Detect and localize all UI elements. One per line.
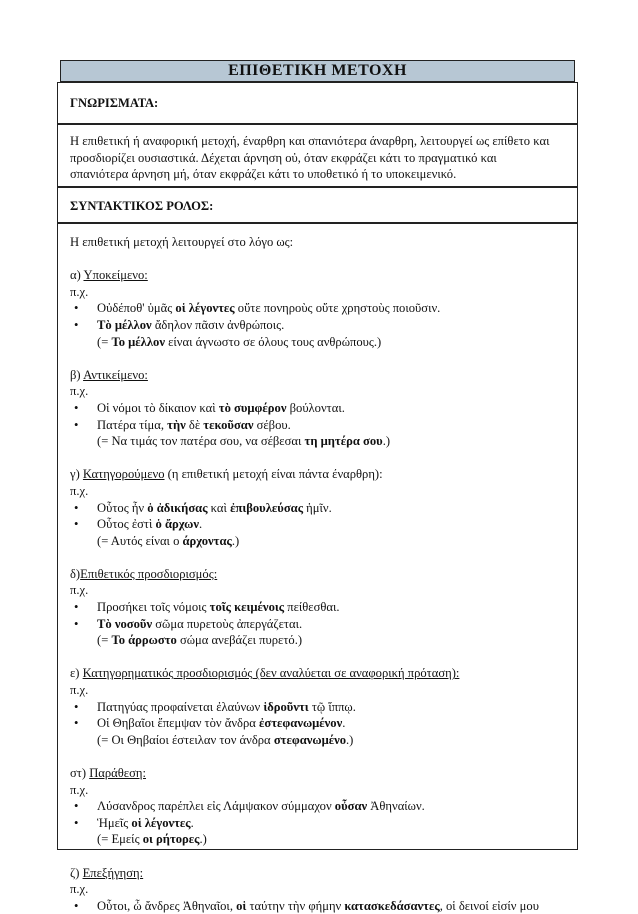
example-item: • Οὗτος ἦν ὁ ἀδικήσας καὶ ἐπιβουλεύσας ἡμῖν. <box>74 500 332 515</box>
syntax-intro: Η επιθετική μετοχή λειτουργεί στο λόγο ως: <box>70 235 294 249</box>
bullet-icon: • <box>74 699 79 714</box>
example-item: • Ἡμεῖς οἱ λέγοντες. <box>74 815 194 830</box>
syntax-heading-box <box>57 187 578 223</box>
features-line: Η επιθετική ή αναφορική μετοχή, έναρθρη και σπανιότερα άναρθρη, λειτουργεί ως επίθετο και <box>70 134 550 148</box>
bullet-icon: • <box>74 517 79 532</box>
example-item: • Οὗτος ἐστὶ ὁ ἄρχων. <box>74 517 203 532</box>
example-translation: (= Αυτός είναι ο άρχοντας.) <box>97 533 240 548</box>
syntax-heading: ΣΥΝΤΑΚΤΙΚΟΣ ΡΟΛΟΣ: <box>70 199 214 213</box>
features-heading-box <box>57 82 578 124</box>
example-translation: (= Να τιμάς τον πατέρα σου, να σέβεσαι τη μητέρα σου.) <box>97 434 391 449</box>
bullet-icon: • <box>74 301 79 316</box>
bullet-icon: • <box>74 815 79 830</box>
example-item: • Οὗτοι, ὦ ἄνδρες Ἀθηναῖοι, οἱ ταύτην τὴν φήμην κατασκεδάσαντες, οἱ δεινοί εἰσίν μου <box>74 898 539 913</box>
example-item: • Πατέρα τίμα, τὴν δὲ τεκοῦσαν σέβου. <box>74 417 291 432</box>
subsection-predicative-title: ε) Κατηγορηματικός προσδιορισμός (δεν αναλύεται σε αναφορική πρόταση): <box>70 666 460 681</box>
bullet-icon: • <box>74 799 79 814</box>
example-translation: (= Οι Θηβαίοι έστειλαν τον άνδρα στεφανωμένο.) <box>97 732 354 747</box>
features-heading: ΓΝΩΡΙΣΜΑΤΑ: <box>70 96 159 110</box>
example-item: • Οἱ νόμοι τὸ δίκαιον καὶ τὸ συμφέρον βούλονται. <box>74 400 345 415</box>
example-item: • Πατηγύας προφαίνεται ἐλαύνων ἱδροῦντι τῷ ἵππῳ. <box>74 699 356 714</box>
example-label: π.χ. <box>70 683 89 698</box>
bullet-icon: • <box>74 716 79 731</box>
bullet-icon: • <box>74 400 79 415</box>
example-item: • Τὸ μέλλον ἄδηλον πᾶσιν ἀνθρώποις. <box>74 317 285 332</box>
example-label: π.χ. <box>70 583 89 598</box>
example-item: • Τὸ νοσοῦν σῶμα πυρετοὺς ἀπεργάζεται. <box>74 616 303 631</box>
subsection-apposition-title: στ) Παράθεση: <box>70 766 146 780</box>
subsection-attributive-title: δ)Επιθετικός προσδιορισμός: <box>70 566 218 581</box>
features-line: προσδιορίζει ουσιαστικά. Δέχεται άρνηση οὐ, όταν εκφράζει κάτι το πραγματικό και <box>70 150 497 165</box>
subsection-predicate-title: γ) Κατηγορούμενο (η επιθετική μετοχή είναι πάντα έναρθρη): <box>70 467 383 482</box>
features-line: σπανιότερα άρνηση μή, όταν εκφράζει κάτι το υποθετικό ή το υποκειμενικό. <box>70 167 457 182</box>
bullet-icon: • <box>74 616 79 631</box>
example-item: • Οὐδέποθ' ὑμᾶς οἱ λέγοντες οὔτε πονηροὺς οὔτε χρηστοὺς ποιοῦσιν. <box>74 301 441 316</box>
example-item: • Λύσανδρος παρέπλει εἰς Λάμψακον σύμμαχον οὖσαν Ἀθηναίων. <box>74 799 425 814</box>
page-title: ΕΠΙΘΕΤΙΚΗ ΜΕΤΟΧΗ <box>60 60 575 82</box>
subsection-object-title: β) Αντικείμενο: <box>70 367 148 382</box>
example-label: π.χ. <box>70 284 89 299</box>
bullet-icon: • <box>74 317 79 332</box>
example-translation: (= Εμείς οι ρήτορες.) <box>97 832 207 847</box>
features-text <box>70 125 565 183</box>
example-translation: (= Το μέλλον είναι άγνωστο σε όλους τους ανθρώπους.) <box>97 334 382 349</box>
example-item: • Οἱ Θηβαῖοι ἔπεμψαν τὸν ἄνδρα ἐστεφανωμένον. <box>74 716 346 731</box>
bullet-icon: • <box>74 500 79 515</box>
example-label: π.χ. <box>70 782 89 797</box>
bullet-icon: • <box>74 600 79 615</box>
bullet-icon: • <box>74 898 79 913</box>
bullet-icon: • <box>74 417 79 432</box>
features-text-box <box>57 124 578 187</box>
example-label: π.χ. <box>70 384 89 399</box>
syntax-content-box <box>57 223 578 913</box>
example-item: • Προσήκει τοῖς νόμοις τοῖς κειμένοις πείθεσθαι. <box>74 600 340 615</box>
subsection-explanation-title: ζ) Επεξήγηση: <box>70 865 144 880</box>
subsection-subject-title: α) Υποκείμενο: <box>70 268 148 283</box>
example-label: π.χ. <box>70 882 89 897</box>
example-label: π.χ. <box>70 483 89 498</box>
example-translation: (= Το άρρωστο σώμα ανεβάζει πυρετό.) <box>97 633 303 648</box>
